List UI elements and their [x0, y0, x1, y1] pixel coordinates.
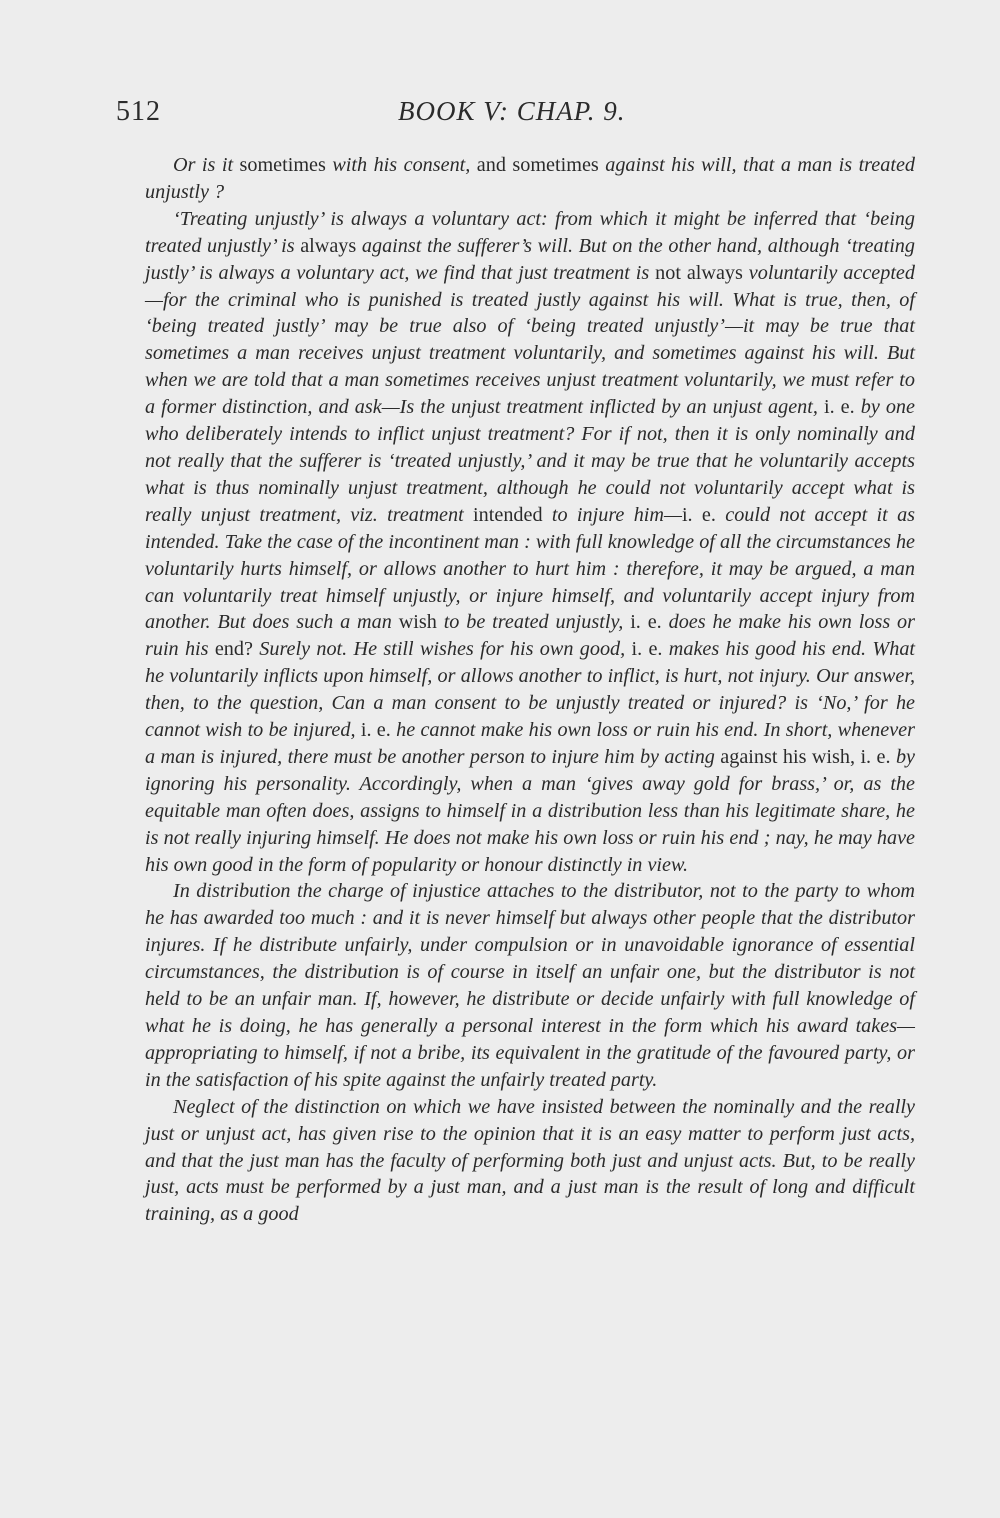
text-run: and sometimes	[476, 154, 606, 176]
text-run: sometimes	[239, 154, 333, 176]
text-run: does he make his own loss or ruin his	[145, 611, 915, 661]
text-run: by one who deliberately intends to inflict unjust treatment? For if not, then it is only nominally and not really that the sufferer is ‘treated unjustly,’ and it may be true that he voluntarily accepts what is thus nominally unjust treatment, although he could not voluntarily accept what is really unjust treatment, viz. treatment	[145, 396, 915, 526]
running-title: BOOK V: CHAP. 9.	[398, 96, 626, 126]
text-run: end?	[214, 638, 260, 661]
text-run: i. e.	[631, 638, 669, 661]
text-run: i. e.	[630, 611, 669, 634]
text-run: to be treated unjustly,	[443, 611, 631, 634]
text-run: ‘Treating unjustly’ is always a voluntary act: from which it might be inferred that ‘being treated unjustly’ is	[145, 207, 915, 257]
text-run: to injure him—	[551, 503, 682, 526]
text-run: Neglect of the distinction on which we have insisted between the nominally and the really just or unjust act, has given rise to the opinion that it is an easy matter to perform just acts, and that the just man has the faculty of performing both just and unjust acts. But, to be really just, acts must be performed by a just man, and a just man is the result of long and difficult training, as a good	[145, 1095, 915, 1226]
text-run: In distribution the charge of injustice attaches to the distributor, not to the party to whom he has awarded too much : and it is never himself but always other people that the distributor injures. If he distribute unfairly, under compulsion or in unavoidable ignorance of essential circumstances, the distribution is of course in itself an unfair one, but the distributor is not held to be an unfair man. If, however, he distribute or decide unfairly with full knowledge of what he is doing, he has generally a personal interest in the form which his award takes—appropriating to himself, if not a bribe, its equivalent in the gratitude of the favoured party, or in the satisfaction of his spite against the unfairly treated party.	[145, 880, 915, 1091]
text-run: intended	[473, 503, 552, 526]
text-run: he cannot make his own loss or ruin his end. In short, whenever a man is injured, there must be another person to injure him by acting	[145, 719, 915, 768]
paragraph	[145, 878, 915, 1093]
text-run: not always	[655, 261, 749, 284]
page-body	[145, 152, 915, 1228]
page-header	[116, 96, 916, 136]
text-run: against the sufferer’s will. But on the other hand, although ‘treating justly’ is always a voluntary act, we find that just treatment is	[145, 234, 915, 284]
text-run: i. e.	[360, 719, 397, 742]
paragraph	[145, 152, 915, 206]
text-run: voluntarily accepted—for the criminal who is punished is treated justly against his will. What is true, then, of ‘being treated justly’ may be true also of ‘being treated unjustly’—it may be true that sometimes a man receives unjust treatment voluntarily, and sometimes against his will. But when we are told that a man sometimes receives unjust treatment voluntarily, we must refer to a former distinction, and ask—Is the unjust treatment inflicted by an unjust agent,	[145, 261, 915, 419]
text-run: against his wish, i. e.	[720, 745, 896, 768]
text-run: always	[300, 234, 362, 257]
text-run: against his will, that a man is treated unjustly ?	[145, 154, 915, 203]
text-run: could not accept it as intended. Take the case of the incontinent man : with full knowledge of all the circumstances he voluntarily hurts himself, or allows another to hurt him : therefore, it may be argued, a man can voluntarily treat himself unjustly, or injure himself, and voluntarily accept injury from another. But does such a man	[145, 503, 916, 634]
paragraph	[145, 206, 915, 879]
text-run: by ignoring his personality. Accordingly, when a man ‘gives away gold for brass,’ or, as the equitable man often does, assigns to himself in a distribution less than his legitimate share, he is not really injuring himself. He does not make his own loss or ruin his end ; nay, he may have his own good in the form of popularity or honour distinctly in view.	[145, 745, 915, 876]
page-number: 512	[116, 96, 161, 127]
text-run: with his consent,	[332, 154, 477, 176]
text-run: Or is it	[173, 154, 240, 176]
paragraph	[145, 1094, 915, 1229]
text-run: makes his good his end. What he voluntarily inflicts upon himself, or allows another to inflict, is hurt, not injury. Our answer, then, to the question, Can a man consent to be unjustly treated or injured? is ‘No,’ for he cannot wish to be injured,	[145, 638, 916, 742]
text-run: i. e.	[681, 503, 726, 526]
text-run: Surely not. He still wishes for his own good,	[259, 638, 632, 661]
text-run: wish	[398, 611, 444, 634]
text-run: i. e.	[823, 396, 861, 419]
